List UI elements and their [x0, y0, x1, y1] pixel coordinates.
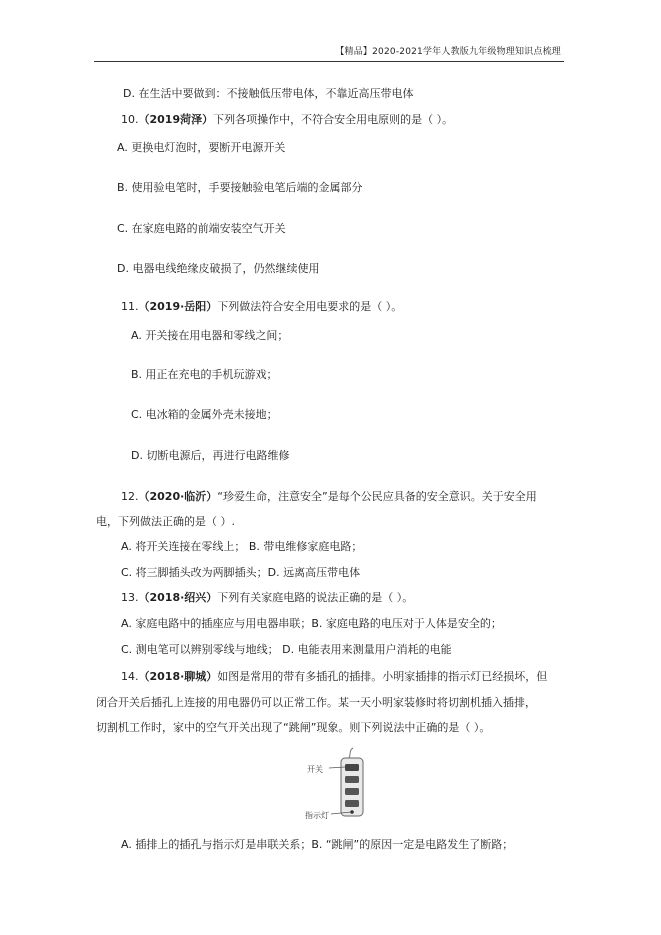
- q14-text: 如图是常用的带有多插孔的插排。小明家插排的指示灯已经损坏，但: [217, 670, 548, 683]
- q12-stem-cont: 电，下列做法正确的是（ ）.: [96, 515, 235, 528]
- q13-options-ab: A. 家庭电路中的插座应与用电器串联；B. 家庭电路的电压对于人体是安全的；: [121, 617, 502, 630]
- q13-source: （2018·绍兴）: [138, 591, 218, 604]
- q14-stem: [121, 670, 547, 684]
- q14-stem-cont-1: 闭合开关后插孔上连接的用电器仍可以正常工作。某一天小明家装修时将切割机插入插排，: [96, 696, 536, 709]
- q11-text: 下列做法符合安全用电要求的是（ ）。: [217, 300, 403, 313]
- q10-text: 下列各项操作中，不符合安全用电原则的是（ ）。: [213, 113, 454, 126]
- q12-options-ab: A. 将开关连接在零线上； B. 带电维修家庭电路；: [121, 540, 363, 553]
- q13-text: 下列有关家庭电路的说法正确的是（ ）。: [217, 591, 414, 604]
- q11-option-a: A. 开关接在用电器和零线之间；: [131, 329, 289, 342]
- q14-options-ab: A. 插排上的插孔与指示灯是串联关系；B. “跳闸”的原因一定是电路发生了断路；: [121, 838, 514, 851]
- q13-number: 13.: [121, 591, 139, 604]
- q12-options-cd: C. 将三脚插头改为两脚插头；D. 远离高压带电体: [121, 566, 361, 579]
- q12-number: 12.: [121, 490, 139, 503]
- q10-stem: [121, 113, 453, 127]
- q14-source: （2018·聊城）: [138, 670, 218, 683]
- q10-option-d: D. 电器电线绝缘皮破损了，仍然继续使用: [117, 262, 320, 275]
- q14-stem-cont-2: 切割机工作时，家中的空气开关出现了“跳闸”现象。则下列说法中正确的是（ ）。: [96, 721, 491, 734]
- q13-stem: [121, 591, 413, 605]
- q10-option-c: C. 在家庭电路的前端安装空气开关: [117, 222, 286, 235]
- q12-text: “珍爱生命，注意安全”是每个公民应具备的安全意识。关于安全用: [217, 490, 537, 503]
- header-divider: [94, 61, 564, 62]
- q12-source: （2020·临沂）: [138, 490, 218, 503]
- q9-option-d: D. 在生活中要做到：不接触低压带电体，不靠近高压带电体: [123, 87, 414, 100]
- q11-number: 11.: [121, 300, 139, 313]
- q13-options-cd: C. 测电笔可以辨别零线与地线； D. 电能表用来测量用户消耗的电能: [121, 643, 452, 656]
- q11-option-d: D. 切断电源后，再进行电路维修: [131, 449, 290, 462]
- q11-source: （2019·岳阳）: [138, 300, 218, 313]
- indicator-label: 指示灯: [305, 811, 329, 820]
- q11-option-c: C. 电冰箱的金属外壳未接地；: [131, 408, 278, 421]
- q10-option-a: A. 更换电灯泡时，要断开电源开关: [117, 141, 286, 154]
- page-header: 【精品】2020-2021学年人教版九年级物理知识点梳理: [335, 47, 561, 57]
- q11-option-b: B. 用正在充电的手机玩游戏；: [131, 368, 278, 381]
- power-strip-figure: [305, 746, 393, 822]
- q10-source: （2019菏泽）: [138, 113, 214, 126]
- switch-label: 开关: [307, 765, 323, 774]
- q12-stem: [121, 490, 537, 504]
- q10-number: 10.: [121, 113, 139, 126]
- q10-option-b: B. 使用验电笔时，手要接触验电笔后端的金属部分: [117, 181, 363, 194]
- q14-number: 14.: [121, 670, 139, 683]
- q11-stem: [121, 300, 402, 314]
